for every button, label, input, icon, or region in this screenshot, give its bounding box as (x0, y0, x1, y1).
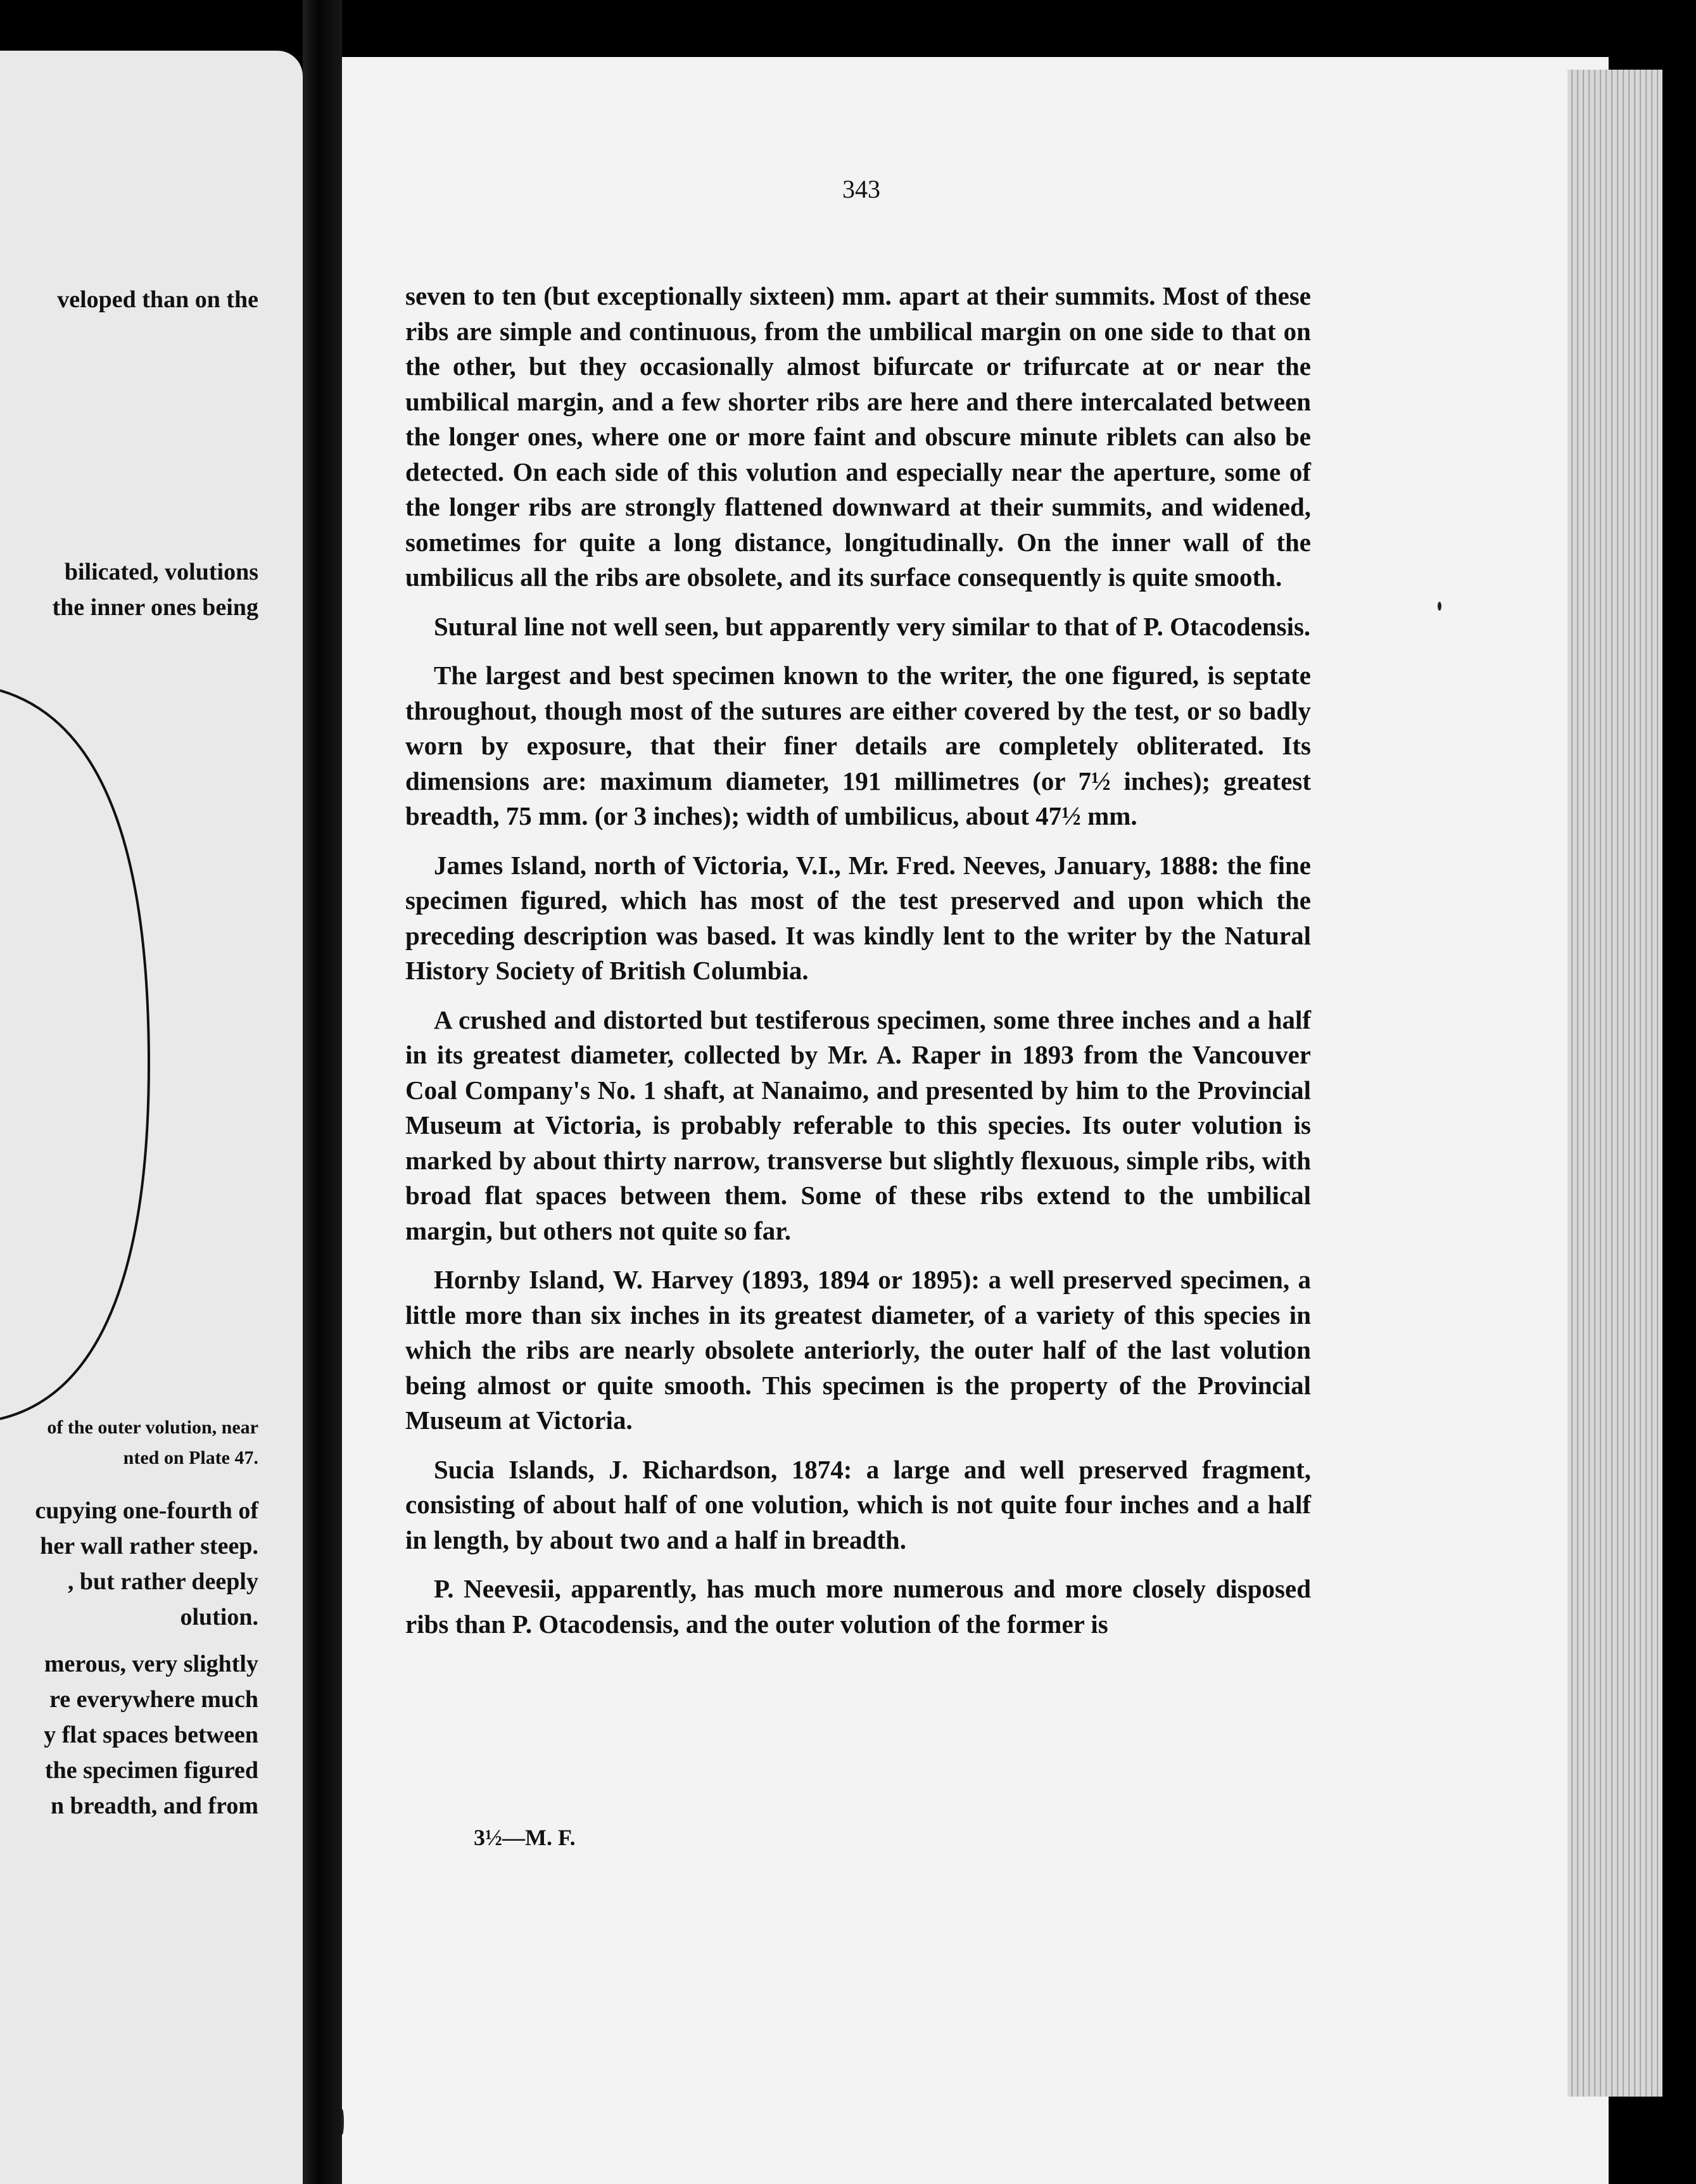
left-fragment: re everywhere much (49, 1686, 258, 1713)
ink-speck (1438, 602, 1441, 611)
left-fragment: n breadth, and from (51, 1793, 258, 1819)
left-fragment: the inner ones being (52, 594, 258, 621)
left-fragment: the specimen figured (44, 1757, 258, 1784)
page-number: 343 (842, 175, 880, 203)
left-fragment: merous, very slightly (44, 1651, 258, 1677)
paragraph: Hornby Island, W. Harvey (1893, 1894 or 1895): a well preserved specimen, a little more than six inches in its greatest diameter, of a variety of this species in which the ribs are nearly obsolete anteriorly, the outer half of the last volution being almost or quite smooth. This specimen is the property of the Provincial Museum at Victoria. (405, 1265, 1311, 1435)
left-fragment: bilicated, volutions (64, 559, 258, 585)
ammonite-figure-outline (0, 684, 303, 1470)
book-gutter (303, 0, 342, 2184)
body-text (405, 279, 1311, 1656)
paragraph: A crushed and distorted but testiferous specimen, some three inches and a half in its greatest diameter, collected by Mr. A. Raper in 1893 from the Vancouver Coal Company's No. 1 shaft, at Nanaimo, and presented by him to the Provincial Museum at Victoria, is probably referable to this species. Its outer volution is marked by about thirty narrow, transverse but slightly flexuous, simple ribs, with broad flat spaces between them. Some of these ribs extend to the umbilical margin, but others not quite so far. (405, 1005, 1311, 1245)
left-fragment: , but rather deeply (67, 1568, 258, 1595)
page-edges (1567, 70, 1662, 2097)
paragraph: Sucia Islands, J. Richardson, 1874: a large and well preserved fragment, consisting of about half of one volution, which is not quite four inches and a half in length, by about two and a half in breadth. (405, 1454, 1311, 1554)
left-fragment: y flat spaces between (44, 1722, 258, 1748)
paragraph: James Island, north of Victoria, V.I., Mr. Fred. Neeves, January, 1888: the fine specimen figured, which has most of the test preserved and upon which the preceding description was based. It was kindly lent to the writer by the Natural History Society of British Columbia. (405, 850, 1311, 985)
left-fragment: olution. (180, 1604, 258, 1630)
signature-mark: 3½—M. F. (474, 1825, 576, 1850)
left-fragment: her wall rather steep. (40, 1533, 258, 1559)
left-figure-caption: of the outer volution, near (47, 1417, 258, 1438)
paragraph: seven to ten (but exceptionally sixteen) mm. apart at their summits. Most of these ribs are simple and continuous, from the umbilical margin on one side to that on the other, but they occasionally almost bifurcate or trifurcate at or near the umbilical margin, and a few shorter ribs are here and there intercalated between the longer ones, where one or more faint and obscure minute riblets can also be detected. On each side of this volution and especially near the aperture, some of the longer ribs are strongly flattened downward at their summits, and widened, sometimes for quite a long distance, longitudinally. On the inner wall of the umbilicus all the ribs are obsolete, and its surface consequently is quite smooth. (405, 281, 1311, 592)
ink-speck (342, 2109, 344, 2135)
left-page (0, 51, 303, 2184)
left-fragment: veloped than on the (57, 286, 258, 313)
left-fragment: cupying one-fourth of (35, 1497, 258, 1524)
left-figure-caption: nted on Plate 47. (123, 1447, 258, 1468)
edge-shadow (1662, 0, 1696, 2184)
paragraph: Sutural line not well seen, but apparently very similar to that of P. Otacodensis. (434, 611, 1311, 641)
paragraph: P. Neevesii, apparently, has much more numerous and more closely disposed ribs than P. Otacodensis, and the outer volution of the former is (405, 1574, 1311, 1639)
paragraph: The largest and best specimen known to the writer, the one figured, is septate throughout, though most of the sutures are either covered by the test, or so badly worn by exposure, that their finer details are completely obliterated. Its dimensions are: maximum diameter, 191 millimetres (or 7½ inches); greatest breadth, 75 mm. (or 3 inches); width of umbilicus, about 47½ mm. (405, 661, 1311, 830)
